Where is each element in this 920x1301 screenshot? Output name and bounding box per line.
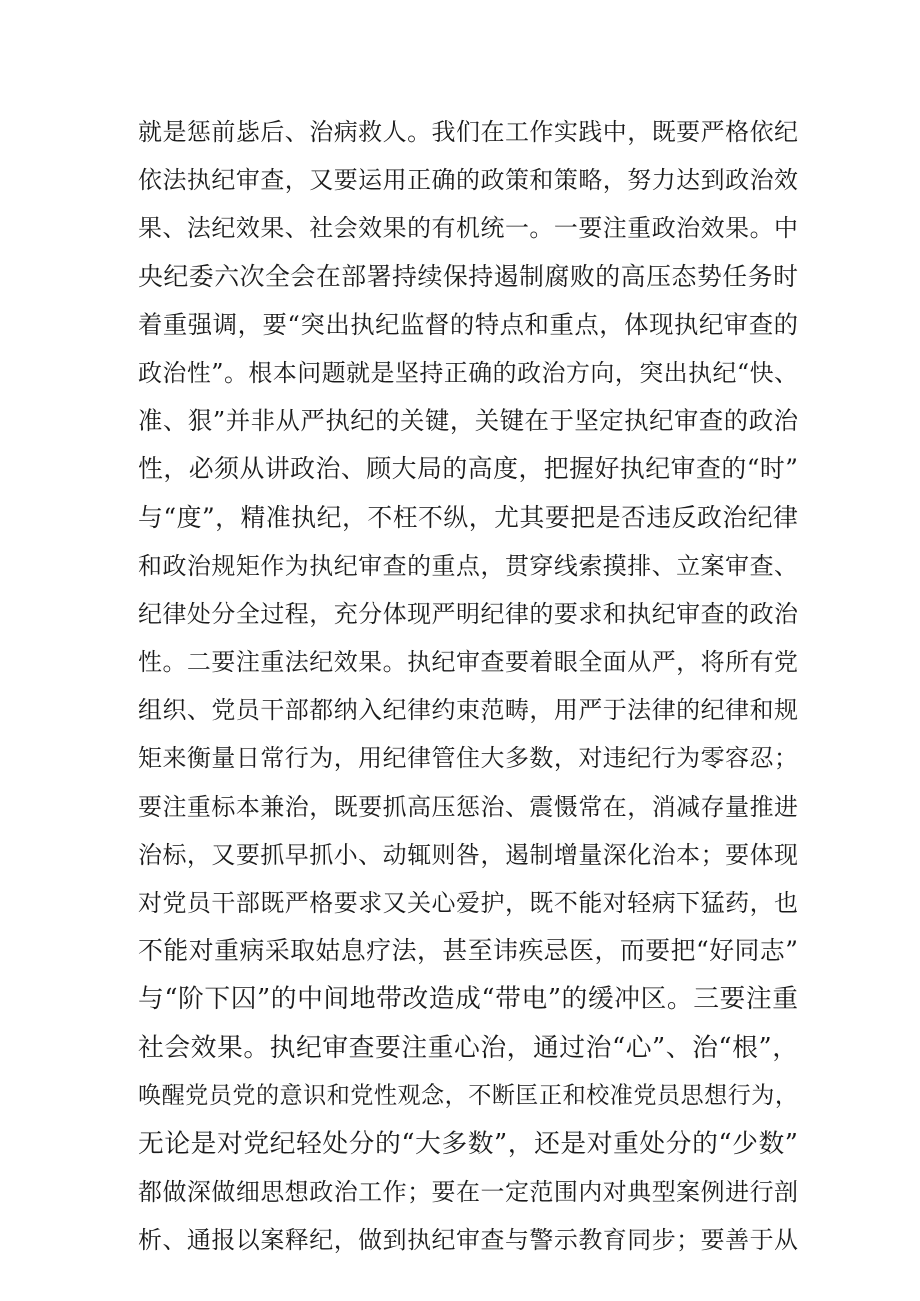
text-line-24: 析、通报以案释纪，做到执纪审查与警示教育同步；要善于从	[138, 1226, 798, 1255]
text-line-23: 都做深做细思想政治工作；要在一定范围内对典型案例进行剖	[138, 1178, 798, 1207]
text-line-13: 组织、党员干部都纳入纪律约束范畴，用严于法律的纪律和规	[138, 696, 798, 725]
text-line-11: 纪律处分全过程，充分体现严明纪律的要求和执纪审查的政治	[138, 599, 798, 628]
text-line-15: 要注重标本兼治，既要抓高压惩治、震慑常在，消减存量推进	[138, 792, 798, 821]
text-line-17: 对党员干部既严格要求又关心爱护，既不能对轻病下猛药，也	[138, 889, 798, 917]
text-line-21: 唤醒党员党的意识和党性观念，不断匡正和校准党员思想行为，	[138, 1082, 798, 1109]
text-line-6: 政治性”。根本问题就是坚持正确的政治方向，突出执纪“快、	[138, 358, 798, 387]
text-line-5: 着重强调，要“突出执纪监督的特点和重点，体现执纪审查的	[138, 309, 798, 339]
text-line-16: 治标，又要抓早抓小、动辄则咎，遏制增量深化治本；要体现	[138, 840, 798, 869]
text-line-18: 不能对重病采取姑息疗法，甚至讳疾忌医，而要把“好同志”	[138, 936, 798, 966]
text-line-14: 矩来衡量日常行为，用纪律管住大多数，对违纪行为零容忍；	[138, 744, 798, 773]
text-line-9: 与“度”，精准执纪，不枉不纵，尤其要把是否违反政治纪律	[138, 502, 798, 532]
text-line-7: 准、狠”并非从严执纪的关键，关键在于坚定执纪审查的政治	[138, 406, 798, 436]
text-line-10: 和政治规矩作为执纪审查的重点，贯穿线索摸排、立案审查、	[138, 551, 798, 580]
body-paragraph	[138, 108, 798, 1265]
text-line-20: 社会效果。执纪审查要注重心治，通过治“心”、治“根”，	[138, 1032, 798, 1063]
text-line-1: 就是惩前毖后、治病救人。我们在工作实践中，既要严格依纪	[138, 118, 798, 146]
text-line-19: 与“阶下囚”的中间地带改造成“带电”的缓冲区。三要注重	[138, 984, 798, 1015]
text-line-3: 果、法纪效果、社会效果的有机统一。一要注重政治效果。中	[138, 214, 798, 243]
text-line-4: 央纪委六次全会在部署持续保持遏制腐败的高压态势任务时	[138, 261, 798, 291]
text-line-22: 无论是对党纪轻处分的“大多数”，还是对重处分的“少数”	[138, 1128, 798, 1159]
text-line-8: 性，必须从讲政治、顾大局的高度，把握好执纪审查的“时”	[138, 454, 798, 484]
text-line-12: 性。二要注重法纪效果。执纪审查要着眼全面从严，将所有党	[138, 648, 798, 677]
text-line-2: 依法执纪审查，又要运用正确的政策和策略，努力达到政治效	[138, 166, 798, 195]
